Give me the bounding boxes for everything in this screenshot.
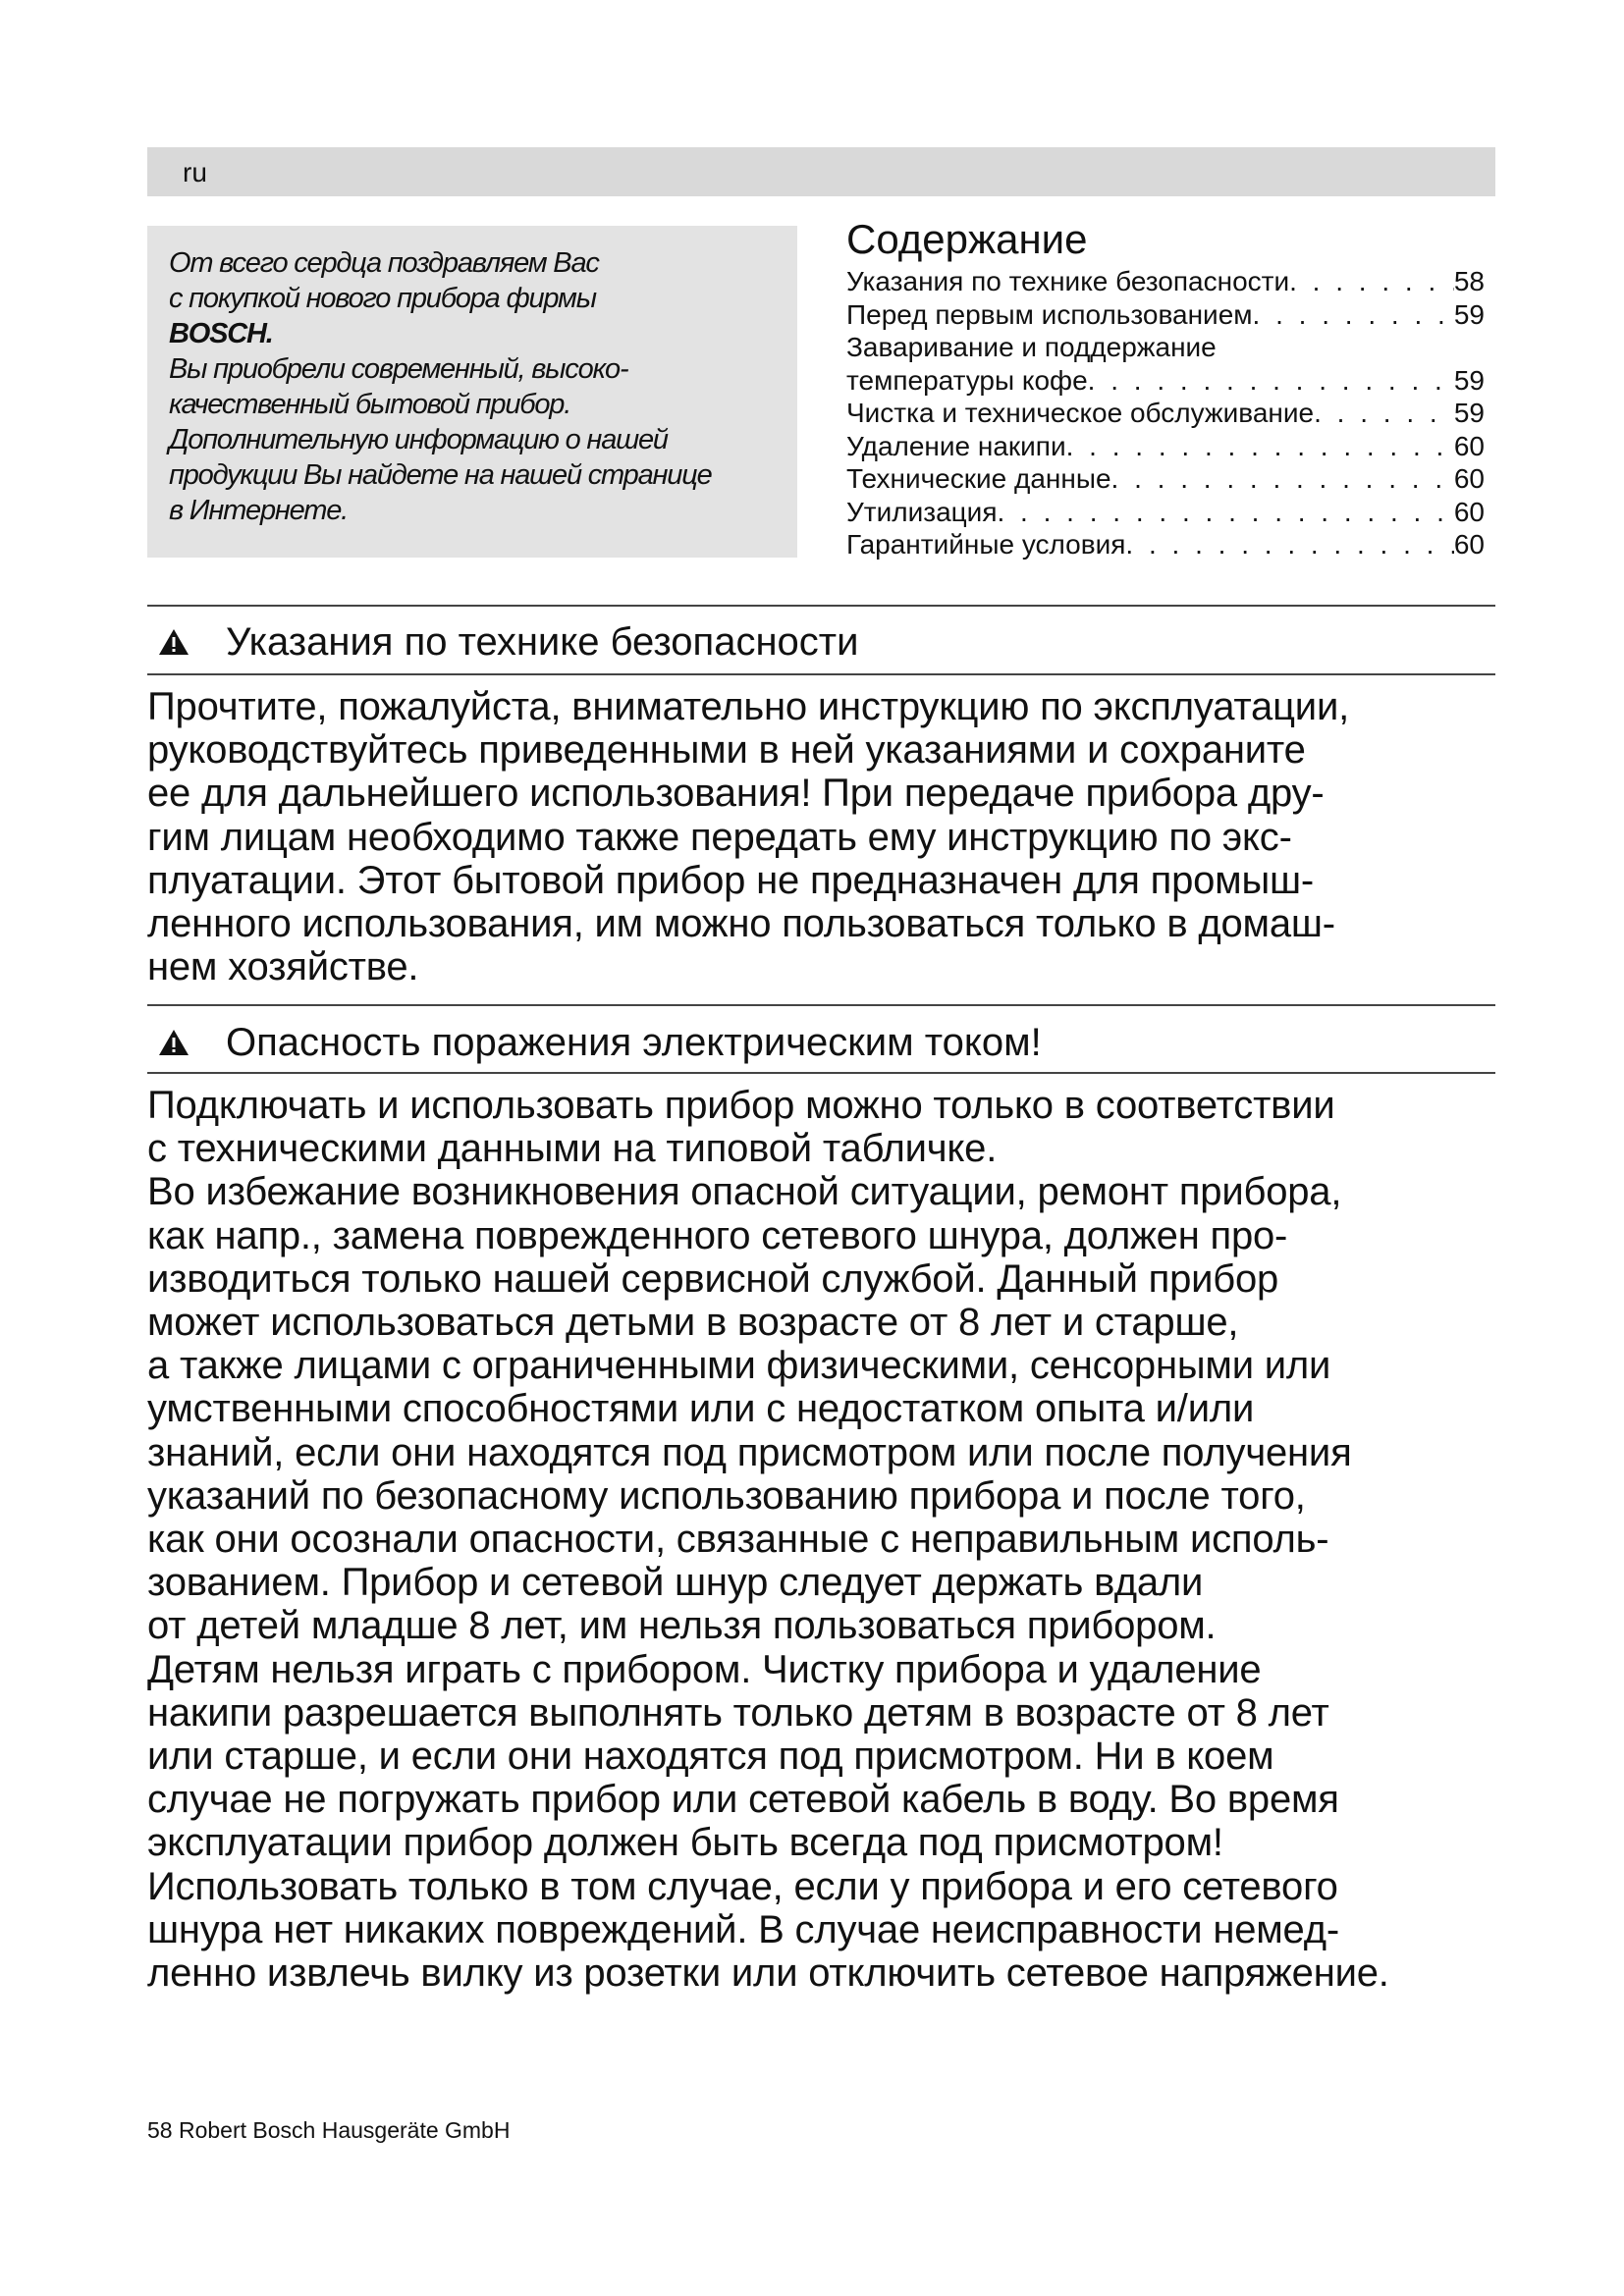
text-line: от детей младше 8 лет, им нельзя пользоваться прибором. xyxy=(147,1604,1217,1648)
text-line: ее для дальнейшего использования! При передаче прибора дру- xyxy=(147,772,1325,816)
text-line: умственными способностями или с недостатком опыта и/или xyxy=(147,1387,1255,1431)
toc-item-label: Гарантийные условия xyxy=(846,529,1126,560)
text-line: как напр., замена поврежденного сетевого шнура, должен про- xyxy=(147,1213,1288,1257)
toc-item-page: 59 xyxy=(1453,298,1485,330)
text-line: Дополнительную информацию о нашей xyxy=(169,424,668,455)
toc-leader-dots xyxy=(1125,528,1453,561)
electric-shock-paragraph xyxy=(147,1084,1522,1995)
text-line: Детям нельзя играть с прибором. Чистку прибора и удаление xyxy=(147,1647,1262,1691)
divider xyxy=(147,605,1495,607)
text-line: ленного использования, им можно пользоваться только в домаш- xyxy=(147,902,1335,946)
toc-item[interactable] xyxy=(846,462,1485,496)
text-line: нем хозяйстве. xyxy=(147,945,419,989)
text-line: гим лицам необходимо также передать ему инструкцию по экс- xyxy=(147,815,1292,859)
toc-item-label: Технические данные xyxy=(846,463,1111,494)
divider xyxy=(147,673,1495,675)
toc-item[interactable] xyxy=(846,430,1485,463)
text-line: с техническими данными на типовой табличке. xyxy=(147,1127,998,1171)
toc-leader-dots xyxy=(1253,298,1454,332)
text-line: Во избежание возникновения опасной ситуации, ремонт прибора, xyxy=(147,1170,1342,1214)
warning-triangle-icon xyxy=(157,1028,190,1057)
intro-box xyxy=(147,226,797,558)
text-line: или старше, и если они находятся под присмотром. Ни в коем xyxy=(147,1735,1274,1779)
text-line: BOSCH. xyxy=(169,318,273,349)
text-line: накипи разрешается выполнять только детям в возрасте от 8 лет xyxy=(147,1690,1329,1735)
text-line: От всего сердца поздравляем Вас xyxy=(169,247,599,279)
toc-item[interactable] xyxy=(846,364,1485,398)
text-line: случае не погружать прибор или сетевой кабель в воду. Во время xyxy=(147,1778,1339,1822)
text-line: продукции Вы найдете на нашей странице xyxy=(169,459,712,491)
text-line: качественный бытовой прибор. xyxy=(169,389,571,420)
text-line: руководствуйтесь приведенными в ней указаниями и сохраните xyxy=(147,728,1306,773)
text-line: ленно извлечь вилку из розетки или отключить сетевое напряжение. xyxy=(147,1951,1389,1996)
toc-item[interactable] xyxy=(846,298,1485,332)
section-heading-electric-shock xyxy=(147,1017,1495,1068)
toc-item-page: 58 xyxy=(1453,266,1485,296)
toc-item-label: Утилизация xyxy=(846,496,998,527)
toc-item-page: 59 xyxy=(1453,364,1485,396)
text-line: в Интернете. xyxy=(169,495,349,526)
text-line: Прочтите, пожалуйста, внимательно инструкцию по эксплуатации, xyxy=(147,685,1350,728)
toc-item-label: Удаление накипи xyxy=(846,430,1066,461)
toc-item-page: 59 xyxy=(1453,398,1485,428)
text-line: а также лицами с ограниченными физическими, сенсорными или xyxy=(147,1344,1331,1388)
toc-item-label: Указания по технике безопасности xyxy=(846,266,1290,296)
toc-item-page: 60 xyxy=(1453,496,1485,527)
section-title: Указания по технике безопасности xyxy=(226,619,859,664)
toc-item-label: Чистка и техническое обслуживание xyxy=(846,398,1315,428)
text-line: эксплуатации прибор должен быть всегда под присмотром! xyxy=(147,1821,1223,1865)
page-footer: 58 Robert Bosch Hausgeräte GmbH xyxy=(147,2117,511,2143)
toc-leader-dots xyxy=(1111,462,1454,496)
language-code: ru xyxy=(183,157,207,187)
toc-item-page: 60 xyxy=(1453,430,1485,461)
toc-item-page: 60 xyxy=(1453,529,1485,560)
toc-title: Содержание xyxy=(846,216,1088,262)
toc-item[interactable] xyxy=(846,265,1485,298)
section-heading-safety xyxy=(147,616,1495,667)
warning-triangle-icon xyxy=(157,627,190,657)
toc-item-page: 60 xyxy=(1453,463,1485,494)
text-line: Подключать и использовать прибор можно только в соответствии xyxy=(147,1084,1335,1127)
safety-paragraph xyxy=(147,685,1522,988)
toc-item[interactable] xyxy=(846,331,1485,364)
toc-item[interactable] xyxy=(846,397,1485,430)
text-line: как они осознали опасности, связанные с неправильным исполь- xyxy=(147,1518,1329,1562)
toc-leader-dots xyxy=(1289,265,1454,298)
toc-leader-dots xyxy=(997,496,1453,529)
toc-item[interactable] xyxy=(846,496,1485,529)
text-line: может использоваться детьми в возрасте от 8 лет и старше, xyxy=(147,1301,1239,1345)
text-line: изводиться только нашей сервисной службой. Данный прибор xyxy=(147,1256,1279,1301)
section-title: Опасность поражения электрическим током! xyxy=(226,1020,1042,1064)
text-line: зованием. Прибор и сетевой шнур следует держать вдали xyxy=(147,1561,1204,1605)
text-line: плуатации. Этот бытовой прибор не предназначен для промыш- xyxy=(147,858,1315,902)
text-line: Вы приобрели современный, высоко- xyxy=(169,353,628,385)
divider xyxy=(147,1004,1495,1006)
text-line: с покупкой нового прибора фирмы xyxy=(169,283,596,314)
text-line: шнура нет никаких повреждений. В случае неисправности немед- xyxy=(147,1907,1339,1951)
text-line: указаний по безопасному использованию прибора и после того, xyxy=(147,1473,1306,1518)
text-line: знаний, если они находятся под присмотром или после получения xyxy=(147,1430,1352,1474)
toc-item[interactable] xyxy=(846,528,1485,561)
toc-leader-dots xyxy=(1066,430,1454,463)
table-of-contents xyxy=(846,214,1485,561)
language-header-bar xyxy=(147,147,1495,196)
text-line: Использовать только в том случае, если у прибора и его сетевого xyxy=(147,1864,1338,1908)
divider xyxy=(147,1072,1495,1074)
toc-item-label: Перед первым использованием xyxy=(846,298,1253,330)
toc-leader-dots xyxy=(1088,364,1454,398)
toc-leader-dots xyxy=(1314,397,1454,430)
toc-item-label: температуры кофе xyxy=(846,364,1088,396)
toc-item-label: Заваривание и поддержание xyxy=(846,332,1217,362)
